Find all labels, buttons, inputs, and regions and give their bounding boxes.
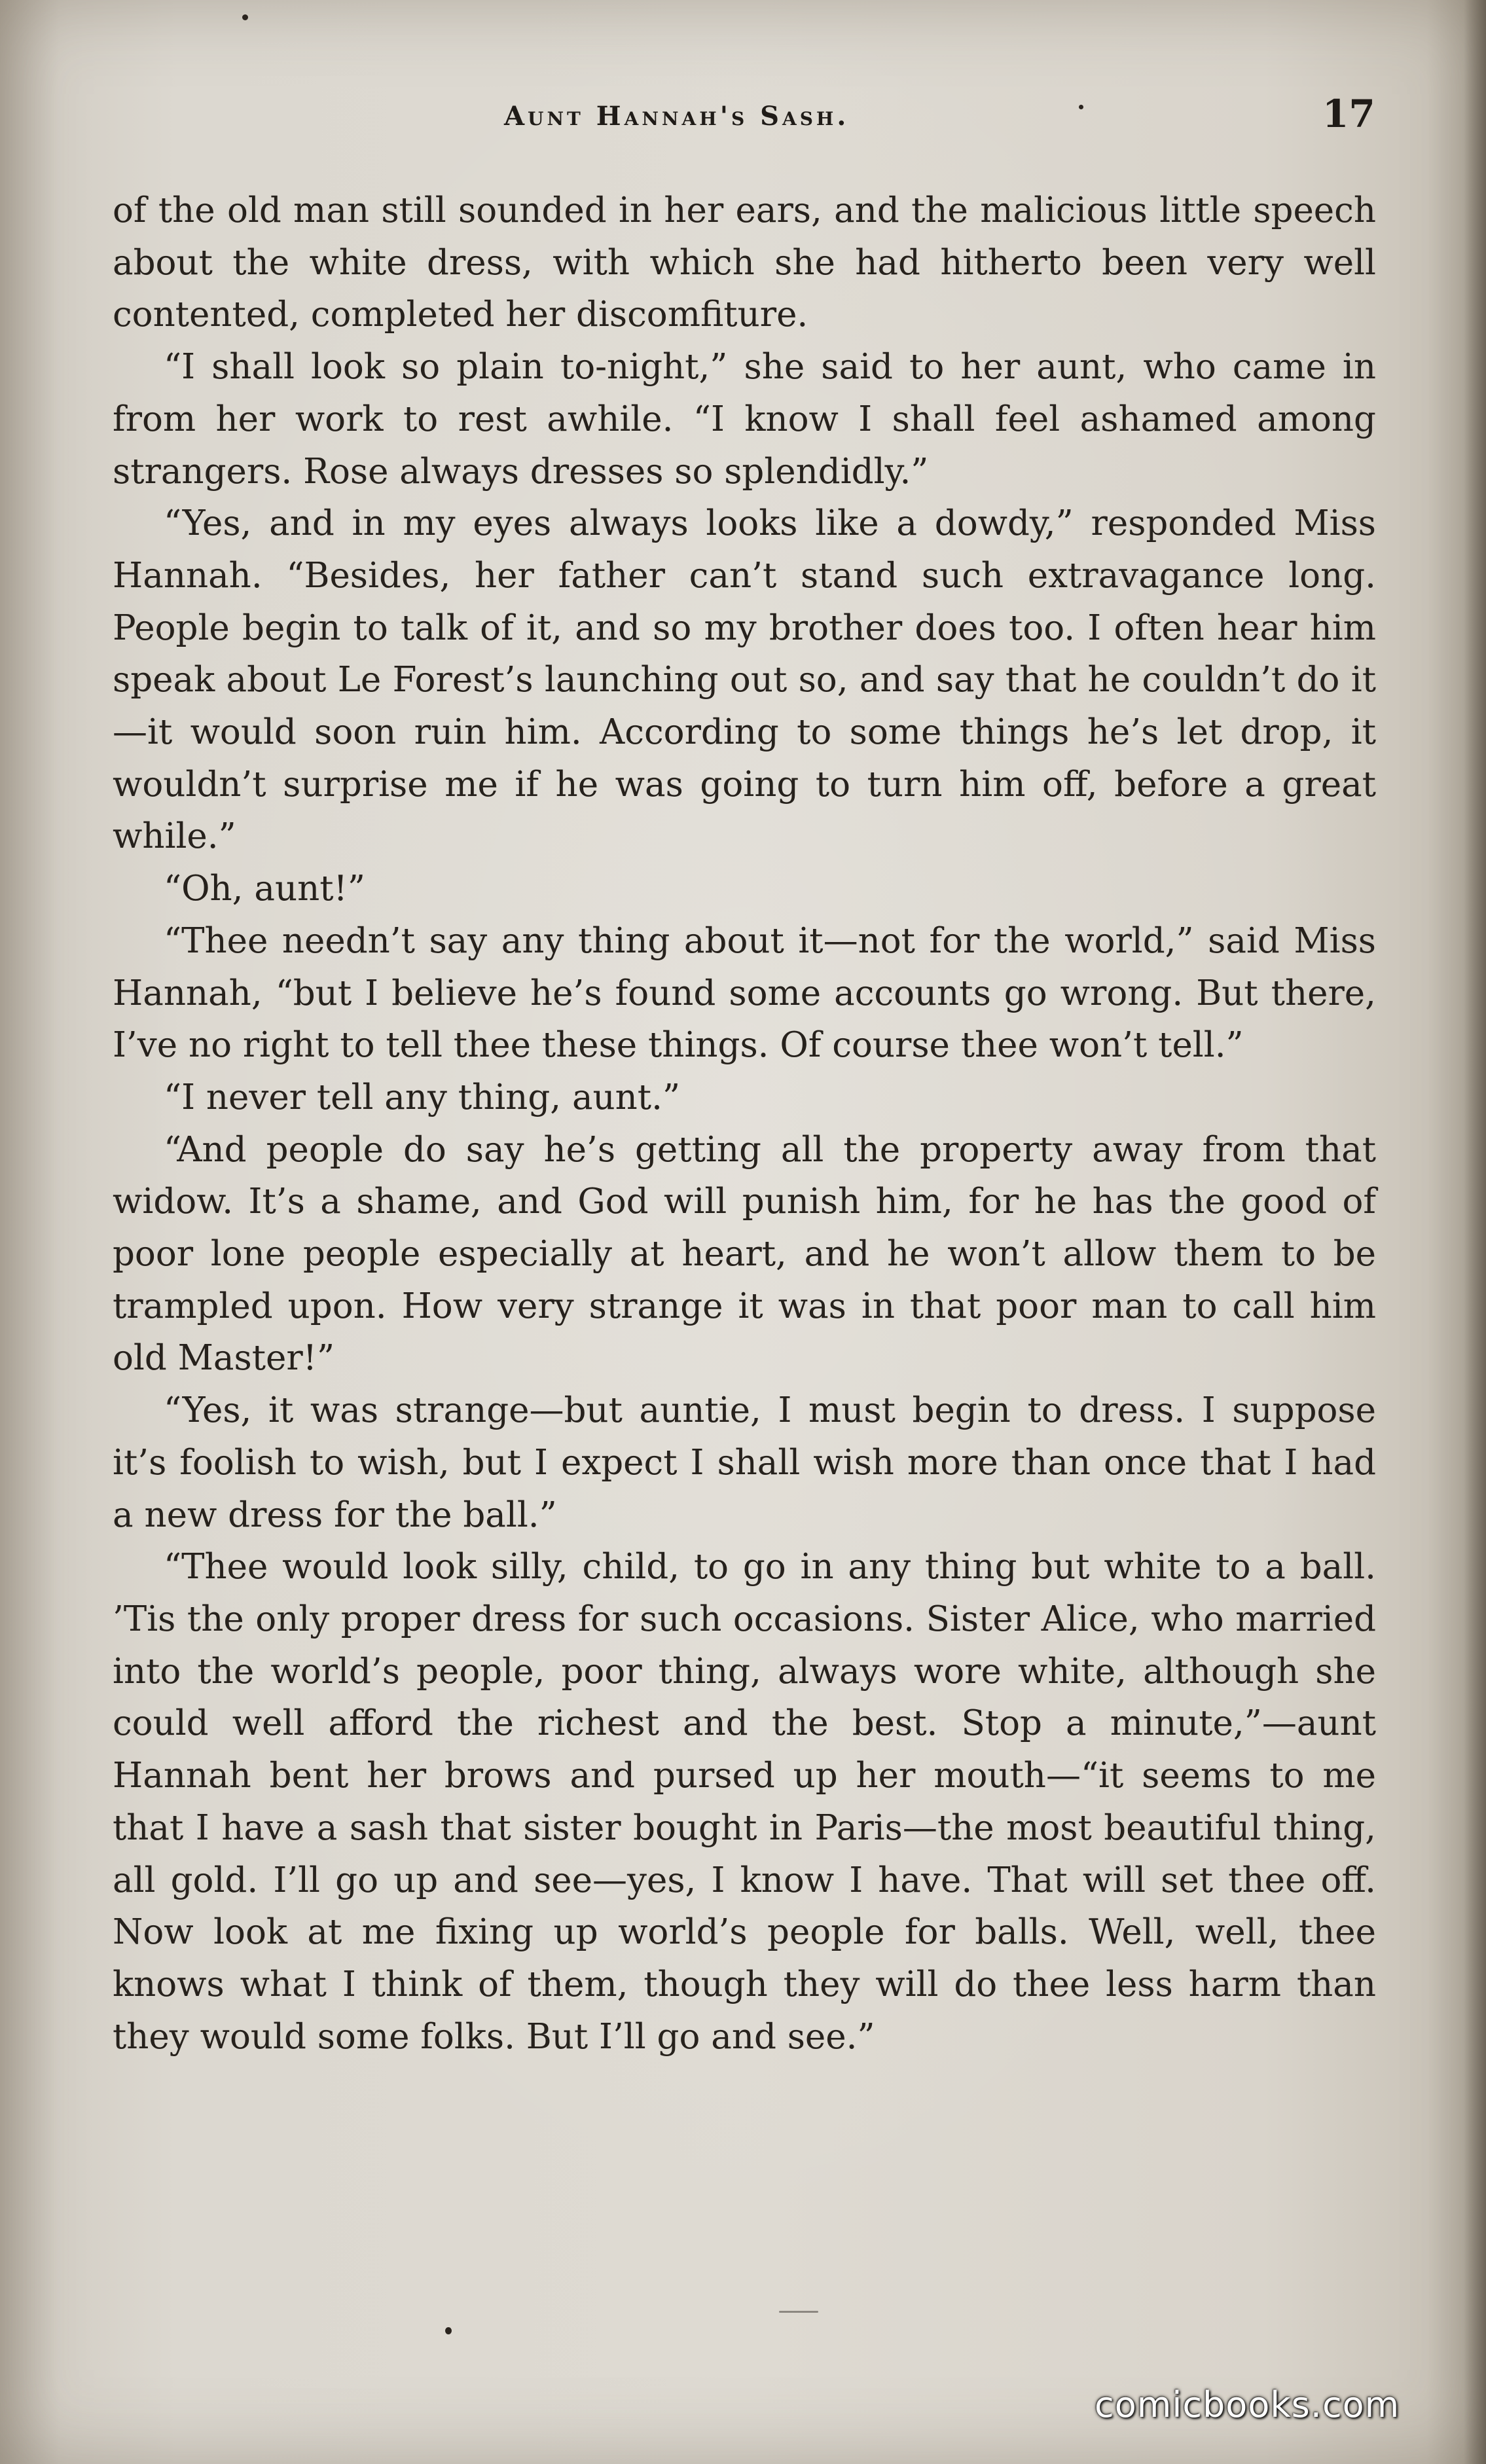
paragraph: of the old man still sounded in her ears, and the malicious little speech about the white dress, with which she had hitherto been very well contented, completed her discomfiture. — [113, 190, 1376, 335]
running-head: Aunt Hannah's Sash. — [504, 101, 850, 132]
paragraph: “I shall look so plain to-night,” she said to her aunt, who came in from her work to rest awhile. “I know I shall feel ashamed among strangers. Rose always dresses so splendidly.” — [113, 347, 1376, 492]
paragraph: “And people do say he’s getting all the property away from that widow. It’s a shame, and God will punish him, for he has the good of poor lone people especially at heart, and he won’t allow them to be trampled upon. How very strange it was in that poor man to call him old Master!” — [113, 1129, 1376, 1379]
ink-speck — [779, 2311, 818, 2313]
page-header — [0, 92, 1486, 144]
paragraph: “Thee needn’t say any thing about it—not for the world,” said Miss Hannah, “but I believe he’s found some accounts go wrong. But there, I’ve no right to tell thee these things. Of course thee won’t tell.” — [113, 920, 1376, 1066]
paragraph: “Thee would look silly, child, to go in any thing but white to a ball. ’Tis the only proper dress for such occasions. Sister Alice, who married into the world’s people, poor thing, always wore white, although she could well afford the richest and the best. Stop a minute,”—aunt Hannah bent her brows and pursed up her mouth—“it seems to me that I have a sash that sister bought in Paris—the most beautiful thing, all gold. I’ll go up and see—yes, I know I have. That will set thee off. Now look at me fixing up world’s people for balls. Well, well, thee knows what I think of them, though they will do thee less harm than they would some folks. But I’ll go and see.” — [113, 1547, 1376, 2057]
paragraph: “Oh, aunt!” — [164, 869, 365, 909]
page-edge-shadow — [1464, 0, 1486, 2464]
paragraph: “Yes, and in my eyes always looks like a dowdy,” responded Miss Hannah. “Besides, her father can’t stand such extravagance long. People begin to talk of it, and so my brother does too. I often hear him speak about Le Forest’s launching out so, and say that he couldn’t do it—it would soon ruin him. According to some things he’s let drop, it wouldn’t surprise me if he was going to turn him off, before a great while.” — [113, 503, 1376, 857]
paragraph: “Yes, it was strange—but auntie, I must begin to dress. I suppose it’s foolish to wish, but I expect I shall wish more than once that I had a new dress for the ball.” — [113, 1390, 1376, 1535]
page-number: 17 — [1322, 92, 1375, 136]
ink-speck — [445, 2327, 452, 2334]
page-body — [113, 185, 1376, 2063]
paragraph: “I never tell any thing, aunt.” — [164, 1077, 681, 1117]
ink-speck — [1079, 105, 1083, 109]
ink-speck — [242, 14, 248, 20]
watermark: comicbooks.com — [1095, 2384, 1400, 2425]
